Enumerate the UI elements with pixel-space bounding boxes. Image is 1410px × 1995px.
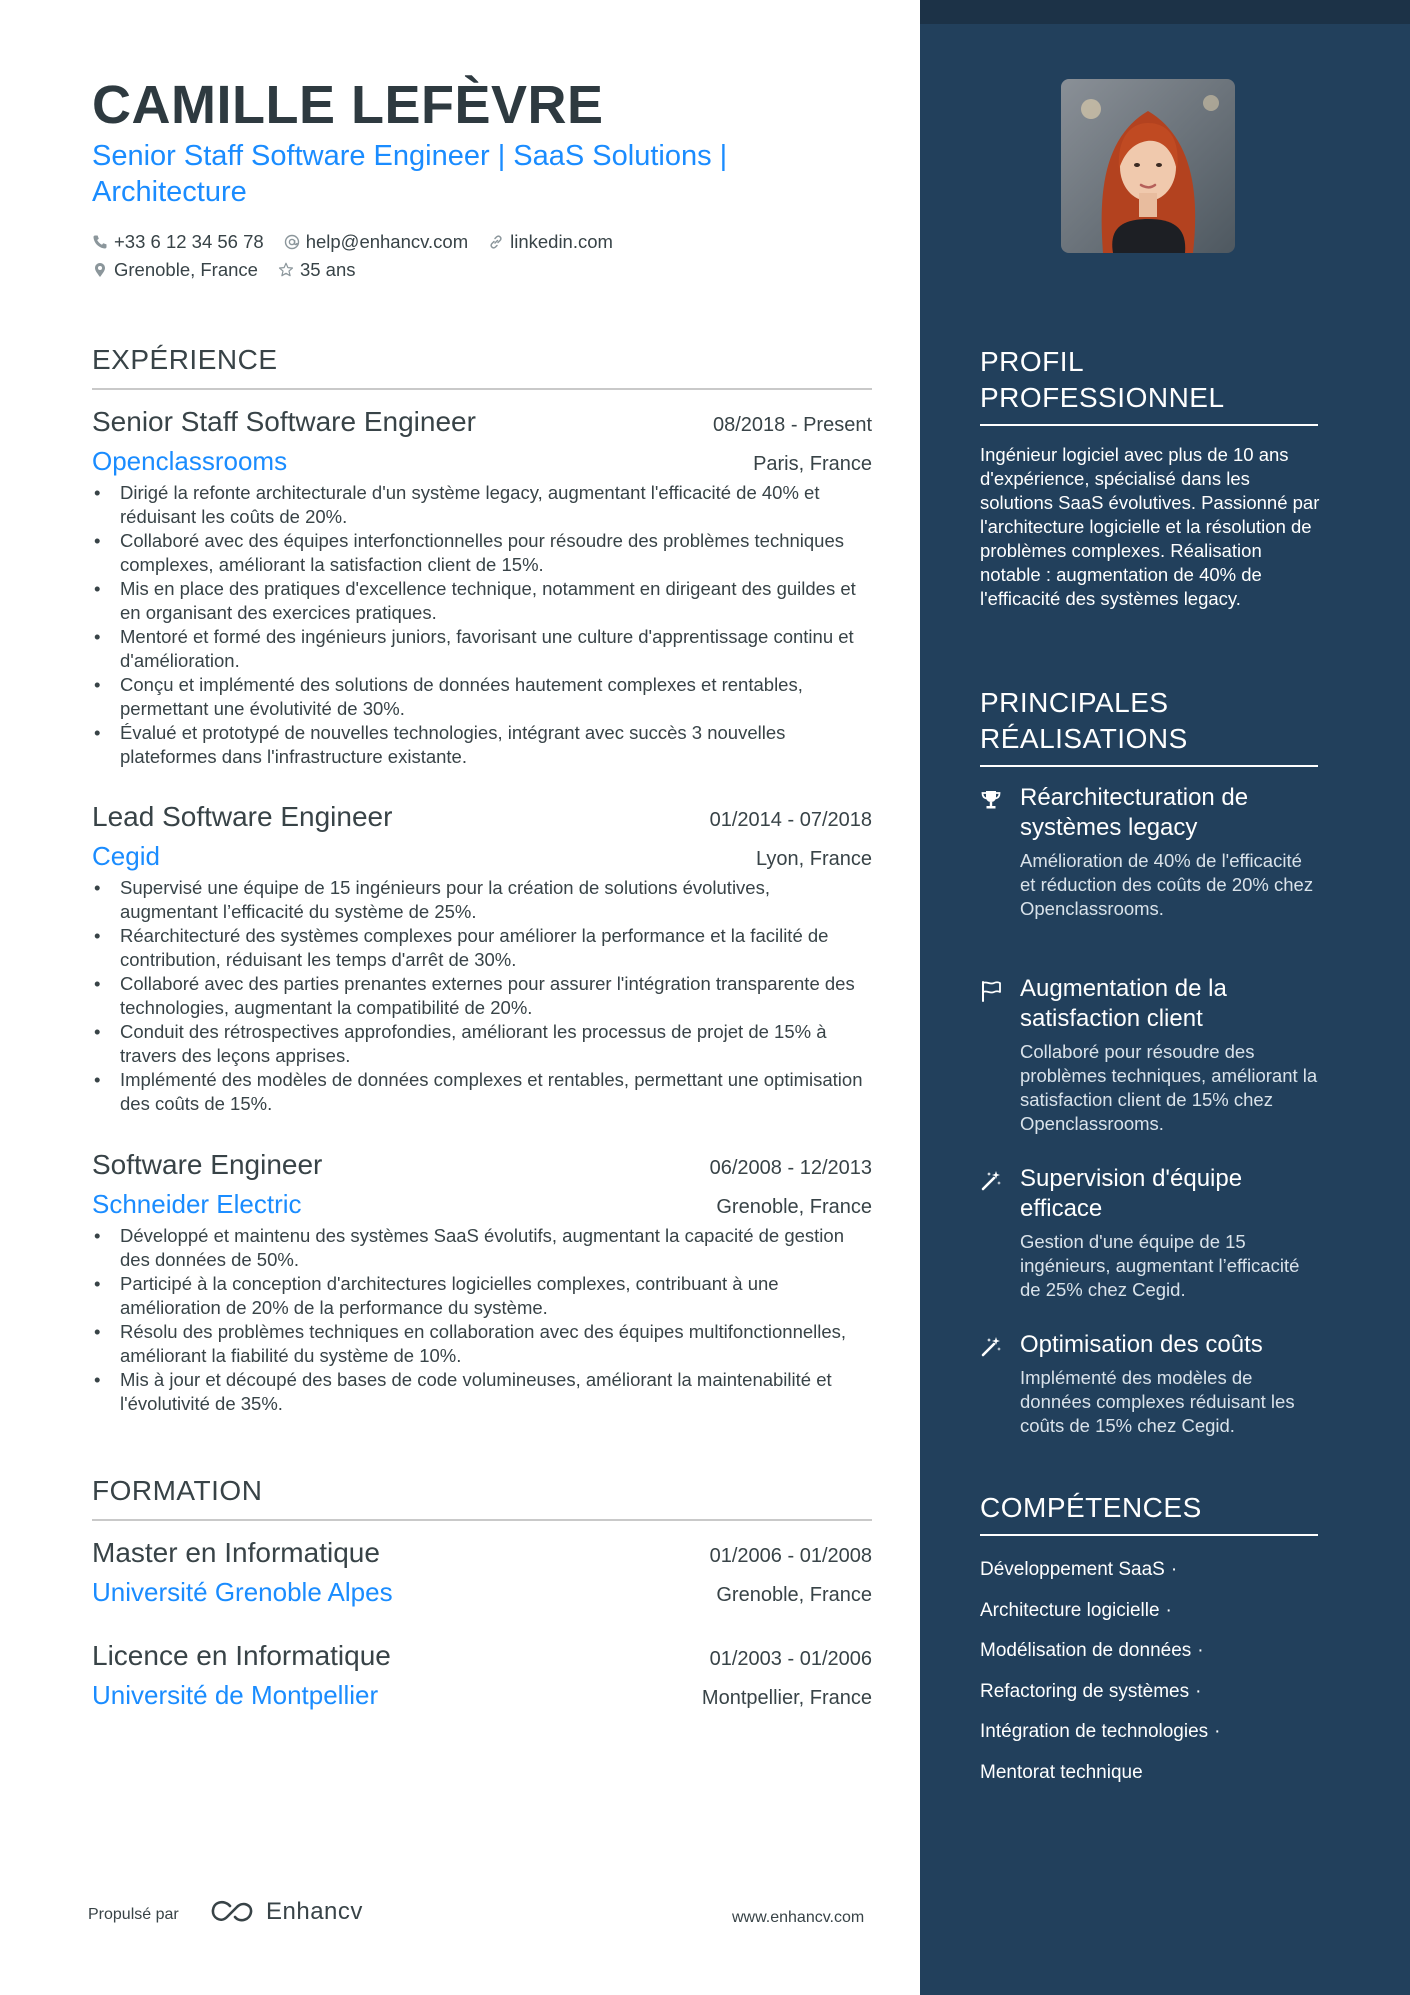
education-location: Montpellier, France [701, 1687, 872, 1709]
achievement-title: Réarchitecturation de systèmes legacy [1020, 784, 1249, 841]
magic-wand-icon [980, 1336, 1002, 1358]
skill-text: Développement SaaS [980, 1559, 1165, 1580]
experience-heading-text: EXPÉRIENCE [92, 344, 278, 375]
skill-separator: · [1214, 1721, 1221, 1742]
achievement-item [980, 783, 1320, 921]
skill-item [980, 1550, 1320, 1591]
skill-separator: · [1197, 1640, 1204, 1661]
degree: Licence en Informatique [92, 1640, 391, 1671]
contact-info [92, 228, 872, 284]
skills-heading [980, 1490, 1318, 1536]
skill-separator: · [1165, 1599, 1172, 1621]
job-bullet: • Supervisé une équipe de 15 ingénieurs pour la création de solutions évolutives, augmentant l’efficacité du système de 25%. [92, 876, 872, 924]
job-bullet: • Mentoré et formé des ingénieurs juniors, favorisant une culture d'apprentissage continu et d'amélioration. [92, 625, 872, 673]
job-dates: 01/2014 - 07/2018 [709, 809, 872, 831]
achievement-description: Collaboré pour résoudre des problèmes techniques, améliorant la satisfaction client de 15% chez Openclassrooms. [1020, 1041, 1318, 1134]
age-contact [278, 259, 356, 281]
magic-wand-icon [980, 1170, 1002, 1192]
achievement-item [980, 1164, 1320, 1302]
job-location: Lyon, France [756, 848, 872, 870]
skill-separator: · [1170, 1559, 1178, 1580]
job-bullets [92, 1224, 872, 1416]
skill-text: Modélisation de données [980, 1640, 1192, 1661]
star-icon [278, 262, 294, 278]
job-bullet: • Implémenté des modèles de données complexes et rentables, permettant une optimisation des coûts de 15%. [92, 1068, 872, 1116]
sidebar-divider [980, 765, 1318, 767]
skill-item [980, 1753, 1320, 1794]
achievement-title: Augmentation de la satisfaction client [1020, 975, 1227, 1032]
skill-item [980, 1672, 1320, 1713]
job-bullet: • Mis à jour et découpé des bases de code volumineuses, améliorant la maintenabilité et l'évolutivité de 35%. [92, 1368, 872, 1416]
profile-photo-image [1061, 79, 1235, 253]
profile-summary: Ingénieur logiciel avec plus de 10 ans d'expérience, spécialisé dans les solutions SaaS évolutives. Passionné par l'architecture logicielle et la résolution de problèmes complexes. Réalisation notable : augmentation de 40% de l'efficacité des systèmes legacy. [980, 444, 1320, 609]
job-entry [92, 1149, 872, 1416]
enhancv-logo[interactable] [208, 1898, 363, 1926]
job-bullet: • Collaboré avec des parties prenantes externes pour assurer l'intégration transparente des technologies, augmentant la compatibilité de 20%. [92, 972, 872, 1020]
sidebar-top-bar [920, 0, 1410, 24]
enhancv-logo-icon [208, 1898, 256, 1926]
education-entry [92, 1537, 872, 1608]
job-bullet: • Dirigé la refonte architecturale d'un système legacy, augmentant l'efficacité de 40% et réduisant les coûts de 20%. [92, 481, 872, 529]
job-bullet: • Mis en place des pratiques d'excellence technique, notamment en dirigeant des guildes et en organisant des exercices pratiques. [92, 577, 872, 625]
job-location: Paris, France [753, 453, 872, 475]
job-entry [92, 801, 872, 1116]
experience-heading [92, 344, 872, 390]
job-company: Openclassrooms [92, 446, 288, 476]
job-dates: 06/2008 - 12/2013 [709, 1157, 872, 1179]
school: Université Grenoble Alpes [92, 1577, 393, 1607]
skill-text: Intégration de technologies [980, 1721, 1209, 1742]
job-bullet: • Conçu et implémenté des solutions de données hautement complexes et rentables, permettant une évolutivité de 30%. [92, 673, 872, 721]
sidebar-divider [980, 424, 1318, 426]
flag-icon [980, 980, 1002, 1002]
skill-text: Architecture logicielle [980, 1599, 1160, 1621]
achievement-description: Implémenté des modèles de données complexes réduisant les coûts de 15% chez Cegid. [1020, 1367, 1295, 1436]
email-text: help@enhancv.com [305, 231, 469, 252]
job-company: Schneider Electric [92, 1189, 302, 1219]
job-bullet: • Conduit des rétrospectives approfondies, améliorant les processus de projet de 15% à travers des leçons apprises. [92, 1020, 872, 1068]
achievements-heading-text: PRINCIPALES RÉALISATIONS [980, 687, 1188, 754]
skill-text: Mentorat technique [980, 1761, 1143, 1783]
achievement-title: Supervision d'équipe efficace [1020, 1165, 1243, 1222]
link-icon [488, 234, 504, 250]
job-dates: 08/2018 - Present [713, 414, 872, 436]
skills-heading-text: COMPÉTENCES [980, 1492, 1202, 1523]
powered-by-label: Propulsé par [88, 1906, 179, 1923]
enhancv-brand-text: Enhancv [266, 1898, 363, 1925]
education-location: Grenoble, France [716, 1584, 872, 1606]
linkedin-text: linkedin.com [510, 231, 613, 252]
skill-separator: · [1195, 1680, 1202, 1702]
profile-heading-text: PROFIL PROFESSIONNEL [980, 346, 1225, 413]
achievement-item [980, 974, 1320, 1136]
job-location: Grenoble, France [716, 1196, 872, 1218]
age-text: 35 ans [299, 259, 356, 280]
candidate-title: Senior Staff Software Engineer | SaaS Solutions | Architecture [92, 140, 728, 208]
job-bullets [92, 481, 872, 769]
job-role: Software Engineer [92, 1149, 323, 1180]
skill-item [980, 1591, 1320, 1632]
phone-text: +33 6 12 34 56 78 [114, 231, 264, 252]
education-entry [92, 1640, 872, 1711]
job-bullet: • Réarchitecturé des systèmes complexes pour améliorer la performance et la facilité de contribution, réduisant les temps d'arrêt de 30%. [92, 924, 872, 972]
achievement-title: Optimisation des coûts [1020, 1331, 1263, 1358]
achievement-description: Amélioration de 40% de l'efficacité et réduction des coûts de 20% chez Openclassrooms. [1020, 850, 1314, 919]
profile-heading [980, 344, 1318, 426]
location-pin-icon [92, 262, 108, 278]
achievement-item [980, 1330, 1320, 1438]
job-entry [92, 406, 872, 769]
job-bullet: • Résolu des problèmes techniques en collaboration avec des équipes multifonctionnelles, améliorant la fiabilité du système de 10%. [92, 1320, 872, 1368]
candidate-name: CAMILLE LEFÈVRE [92, 75, 604, 135]
phone-icon [92, 234, 108, 250]
skill-item [980, 1631, 1320, 1672]
email-contact[interactable] [284, 231, 468, 253]
location-contact [92, 259, 258, 281]
achievements-heading [980, 685, 1318, 767]
phone-contact[interactable] [92, 231, 264, 253]
linkedin-contact[interactable] [488, 231, 613, 253]
education-heading-text: FORMATION [92, 1475, 263, 1506]
section-divider [92, 388, 872, 390]
skills-list [980, 1550, 1320, 1793]
job-bullet: • Collaboré avec des équipes interfonctionnelles pour résoudre des problèmes techniques complexes, améliorant la satisfaction client de 15%. [92, 529, 872, 577]
education-dates: 01/2006 - 01/2008 [709, 1545, 872, 1567]
job-bullets [92, 876, 872, 1116]
skill-text: Refactoring de systèmes [980, 1680, 1190, 1702]
job-bullet: • Évalué et prototypé de nouvelles technologies, intégrant avec succès 3 nouvelles plateformes dans l'infrastructure existante. [92, 721, 872, 769]
profile-photo [1061, 79, 1235, 253]
job-role: Lead Software Engineer [92, 801, 393, 832]
job-bullet: • Participé à la conception d'architectures logicielles complexes, contribuant à une amélioration de 20% de la performance du système. [92, 1272, 872, 1320]
sidebar-divider [980, 1534, 1318, 1536]
at-icon [284, 234, 300, 250]
skill-item [980, 1712, 1320, 1753]
location-text: Grenoble, France [114, 259, 258, 280]
education-dates: 01/2003 - 01/2006 [709, 1648, 872, 1670]
job-role: Senior Staff Software Engineer [92, 406, 476, 437]
section-divider [92, 1519, 872, 1521]
school: Université de Montpellier [92, 1680, 379, 1710]
trophy-icon [980, 789, 1002, 811]
footer-url[interactable]: www.enhancv.com [732, 1909, 865, 1926]
degree: Master en Informatique [92, 1537, 380, 1568]
job-company: Cegid [92, 841, 160, 871]
job-bullet: • Développé et maintenu des systèmes SaaS évolutifs, augmentant la capacité de gestion des données de 50%. [92, 1224, 872, 1272]
education-heading [92, 1475, 872, 1521]
achievement-description: Gestion d'une équipe de 15 ingénieurs, augmentant l’efficacité de 25% chez Cegid. [1020, 1231, 1300, 1300]
